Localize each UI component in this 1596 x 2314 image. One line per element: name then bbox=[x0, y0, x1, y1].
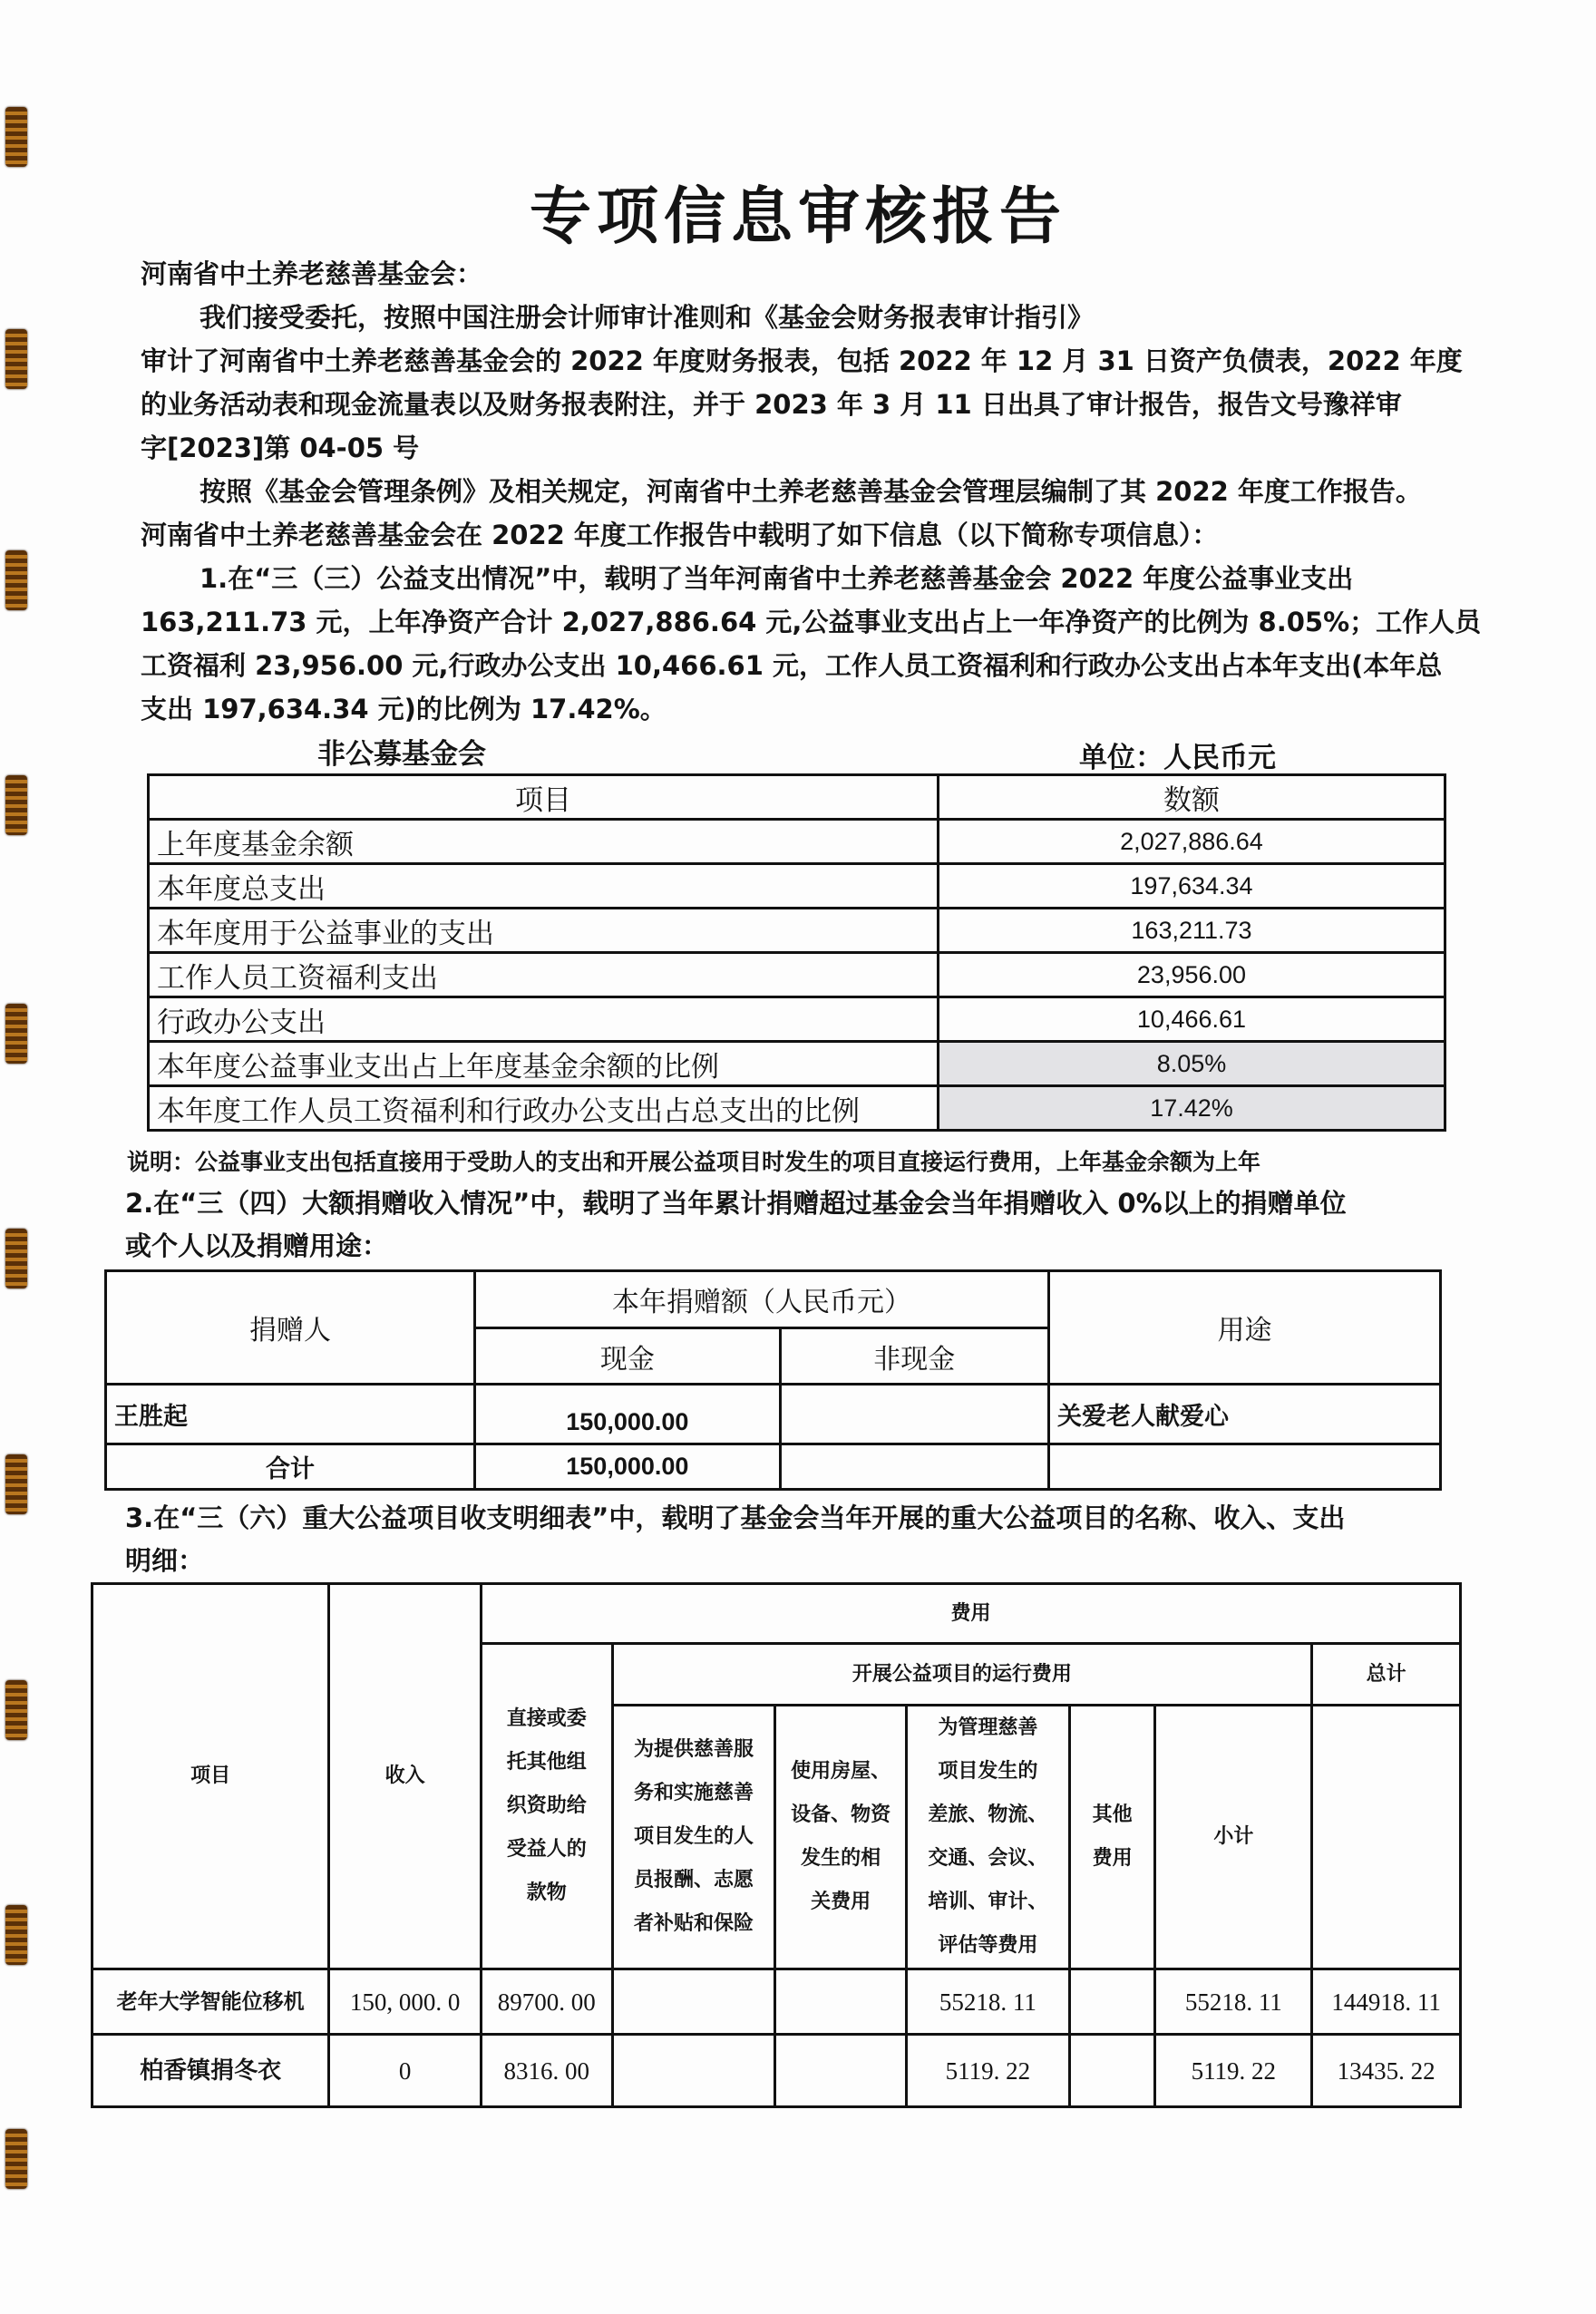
item-cell: 本年度公益事业支出占上年度基金余额的比例 bbox=[149, 1042, 939, 1086]
total-label: 合计 bbox=[106, 1444, 475, 1490]
total-purpose bbox=[1048, 1444, 1440, 1490]
amount-cell: 163,211.73 bbox=[938, 909, 1445, 953]
intro-line: 我们接受委托，按照中国注册会计师审计准则和《基金会财务报表审计指引》 bbox=[200, 302, 1095, 333]
binding-mark bbox=[5, 1229, 27, 1288]
amount-cell: 23,956.00 bbox=[938, 953, 1445, 997]
item-cell: 行政办公支出 bbox=[149, 997, 939, 1042]
section1-text: 支出 197,634.34 元)的比例为 17.42%。 bbox=[141, 694, 667, 724]
binding-mark bbox=[5, 2129, 27, 2189]
column-header-staff bbox=[612, 1706, 775, 1969]
direct-cell: 8316. 00 bbox=[481, 2035, 612, 2107]
column-header-expense: 费用 bbox=[481, 1584, 1460, 1644]
section2-text: 2.在“三（四）大额捐赠收入情况”中，载明了当年累计捐赠超过基金会当年捐赠收入 0%以上的捐赠单位 bbox=[125, 1188, 1347, 1219]
column-header-subtotal: 小计 bbox=[1155, 1706, 1312, 1969]
subtotal-cell: 5119. 22 bbox=[1155, 2035, 1312, 2107]
table1-caption-left: 非公募基金会 bbox=[317, 738, 486, 771]
table-row bbox=[149, 864, 1445, 909]
item-cell: 柏香镇捐冬衣 bbox=[92, 2035, 329, 2107]
table-header-row bbox=[106, 1271, 1441, 1328]
item-cell: 老年大学智能位移机 bbox=[92, 1969, 329, 2035]
direct-cell: 89700. 00 bbox=[481, 1969, 612, 2035]
noncash-cell bbox=[780, 1385, 1048, 1444]
other-cell bbox=[1069, 1969, 1155, 2035]
header-line: 差旅、物流、 bbox=[928, 1804, 1048, 1826]
other-cell bbox=[1069, 2035, 1155, 2107]
large-donation-table bbox=[104, 1269, 1442, 1491]
column-header-income: 收入 bbox=[329, 1584, 482, 1969]
admin-cell: 5119. 22 bbox=[906, 2035, 1069, 2107]
intro-line: 字[2023]第 04-05 号 bbox=[141, 433, 420, 463]
table1-note: 说明：公益事业支出包括直接用于受助人的支出和开展公益项目时发生的项目直接运行费用，上年基金余额为上年 bbox=[127, 1149, 1261, 1175]
header-line: 为管理慈善 bbox=[938, 1716, 1038, 1739]
header-line: 员报酬、志愿 bbox=[633, 1869, 754, 1891]
staff-cell bbox=[612, 1969, 775, 2035]
table-row bbox=[149, 953, 1445, 997]
header-line: 托其他组 bbox=[506, 1751, 587, 1774]
column-header-running: 开展公益项目的运行费用 bbox=[612, 1644, 1311, 1706]
binding-mark bbox=[5, 550, 27, 610]
purpose-cell: 关爱老人献爱心 bbox=[1048, 1385, 1440, 1444]
header-line: 直接或委 bbox=[506, 1707, 587, 1730]
binding-mark bbox=[5, 1004, 27, 1064]
column-header-total: 总计 bbox=[1312, 1644, 1461, 1706]
header-line: 交通、会议、 bbox=[928, 1847, 1048, 1870]
header-line: 受益人的 bbox=[506, 1838, 587, 1861]
section1-text: 163,211.73 元，上年净资产合计 2,027,886.64 元,公益事业支出占上一年净资产的比例为 8.05%；工作人员 bbox=[141, 607, 1482, 637]
header-line: 务和实施慈善 bbox=[633, 1782, 754, 1804]
header-line: 为提供慈善服 bbox=[633, 1738, 754, 1761]
section3-text: 3.在“三（六）重大公益项目收支明细表”中，载明了基金会当年开展的重大公益项目的名称、收入、支出 bbox=[125, 1502, 1346, 1533]
table-total-row bbox=[106, 1444, 1441, 1490]
public-expense-table bbox=[147, 773, 1446, 1132]
column-header-noncash: 非现金 bbox=[780, 1328, 1048, 1385]
header-line: 项目发生的人 bbox=[633, 1825, 754, 1848]
header-line: 织资助给 bbox=[506, 1794, 587, 1817]
column-header-other bbox=[1069, 1706, 1155, 1969]
item-cell: 本年度总支出 bbox=[149, 864, 939, 909]
income-cell: 0 bbox=[329, 2035, 482, 2107]
intro-line: 审计了河南省中土养老慈善基金会的 2022 年度财务报表，包括 2022 年 12 月 31 日资产负债表，2022 年度 bbox=[141, 345, 1463, 376]
header-line: 项目发生的 bbox=[938, 1760, 1038, 1783]
column-header-facility bbox=[775, 1706, 907, 1969]
income-cell: 150, 000. 0 bbox=[329, 1969, 482, 2035]
table-row bbox=[149, 1042, 1445, 1086]
column-header-item: 项目 bbox=[92, 1584, 329, 1969]
facility-cell bbox=[775, 1969, 907, 2035]
column-header-cash: 现金 bbox=[475, 1328, 781, 1385]
binding-mark bbox=[5, 775, 27, 835]
column-header-total-blank bbox=[1312, 1706, 1461, 1969]
header-line: 费用 bbox=[1092, 1847, 1133, 1870]
column-header-admin bbox=[906, 1706, 1069, 1969]
amount-cell: 10,466.61 bbox=[938, 997, 1445, 1042]
binding-mark bbox=[5, 1454, 27, 1514]
table-row bbox=[106, 1385, 1441, 1444]
item-cell: 工作人员工资福利支出 bbox=[149, 953, 939, 997]
column-header: 数额 bbox=[938, 775, 1445, 820]
amount-cell: 197,634.34 bbox=[938, 864, 1445, 909]
header-line: 款物 bbox=[526, 1881, 567, 1904]
item-cell: 本年度用于公益事业的支出 bbox=[149, 909, 939, 953]
intro-line: 河南省中土养老慈善基金会在 2022 年度工作报告中载明了如下信息（以下简称专项信息）： bbox=[141, 520, 1219, 550]
column-header: 项目 bbox=[149, 775, 939, 820]
section1-text: 1.在“三（三）公益支出情况”中，载明了当年河南省中土养老慈善基金会 2022 年度公益事业支出 bbox=[200, 563, 1354, 594]
section3-text: 明细： bbox=[125, 1545, 205, 1576]
header-line: 评估等费用 bbox=[938, 1934, 1038, 1957]
header-line: 使用房屋、 bbox=[791, 1760, 891, 1783]
table-row bbox=[149, 820, 1445, 864]
page-title: 专项信息审核报告 bbox=[529, 181, 1066, 253]
staff-cell bbox=[612, 2035, 775, 2107]
total-cash: 150,000.00 bbox=[475, 1444, 781, 1490]
table-header-row bbox=[92, 1584, 1461, 1644]
binding-mark bbox=[5, 329, 27, 389]
header-line: 发生的相 bbox=[801, 1847, 881, 1870]
header-line: 关费用 bbox=[811, 1891, 871, 1913]
table-row bbox=[92, 1969, 1461, 2035]
admin-cell: 55218. 11 bbox=[906, 1969, 1069, 2035]
column-header-donor: 捐赠人 bbox=[106, 1271, 475, 1385]
binding-mark bbox=[5, 1905, 27, 1965]
total-noncash bbox=[780, 1444, 1048, 1490]
header-line: 设备、物资 bbox=[791, 1804, 891, 1826]
column-header-purpose: 用途 bbox=[1048, 1271, 1440, 1385]
table-row bbox=[149, 997, 1445, 1042]
section2-text: 或个人以及捐赠用途： bbox=[125, 1230, 389, 1261]
total-cell: 144918. 11 bbox=[1312, 1969, 1461, 2035]
header-line: 培训、审计、 bbox=[928, 1891, 1048, 1913]
cash-cell: 150,000.00 bbox=[475, 1385, 781, 1444]
table-header-row bbox=[149, 775, 1445, 820]
item-cell: 上年度基金余额 bbox=[149, 820, 939, 864]
total-cell: 13435. 22 bbox=[1312, 2035, 1461, 2107]
header-line: 者补贴和保险 bbox=[633, 1912, 754, 1935]
intro-line: 按照《基金会管理条例》及相关规定，河南省中土养老慈善基金会管理层编制了其 2022 年度工作报告。 bbox=[200, 476, 1422, 507]
binding-mark bbox=[5, 107, 27, 167]
binding-mark bbox=[5, 1680, 27, 1740]
donor-cell: 王胜起 bbox=[106, 1385, 475, 1444]
column-header-direct bbox=[481, 1644, 612, 1969]
amount-cell: 17.42% bbox=[938, 1086, 1445, 1131]
header-line: 其他 bbox=[1092, 1804, 1133, 1826]
addressee: 河南省中土养老慈善基金会： bbox=[141, 258, 483, 289]
item-cell: 本年度工作人员工资福利和行政办公支出占总支出的比例 bbox=[149, 1086, 939, 1131]
facility-cell bbox=[775, 2035, 907, 2107]
table-row bbox=[149, 1086, 1445, 1131]
column-header-amount: 本年捐赠额（人民币元） bbox=[475, 1271, 1049, 1328]
amount-cell: 2,027,886.64 bbox=[938, 820, 1445, 864]
amount-cell: 8.05% bbox=[938, 1042, 1445, 1086]
section1-text: 工资福利 23,956.00 元,行政办公支出 10,466.61 元，工作人员工资福利和行政办公支出占本年支出(本年总 bbox=[141, 650, 1443, 681]
table-row bbox=[92, 2035, 1461, 2107]
table-row bbox=[149, 909, 1445, 953]
major-project-table bbox=[91, 1582, 1462, 2108]
intro-line: 的业务活动表和现金流量表以及财务报表附注，并于 2023 年 3 月 11 日出具了审计报告，报告文号豫祥审 bbox=[141, 389, 1402, 420]
subtotal-cell: 55218. 11 bbox=[1155, 1969, 1312, 2035]
table1-caption-right: 单位：人民币元 bbox=[1079, 742, 1276, 774]
